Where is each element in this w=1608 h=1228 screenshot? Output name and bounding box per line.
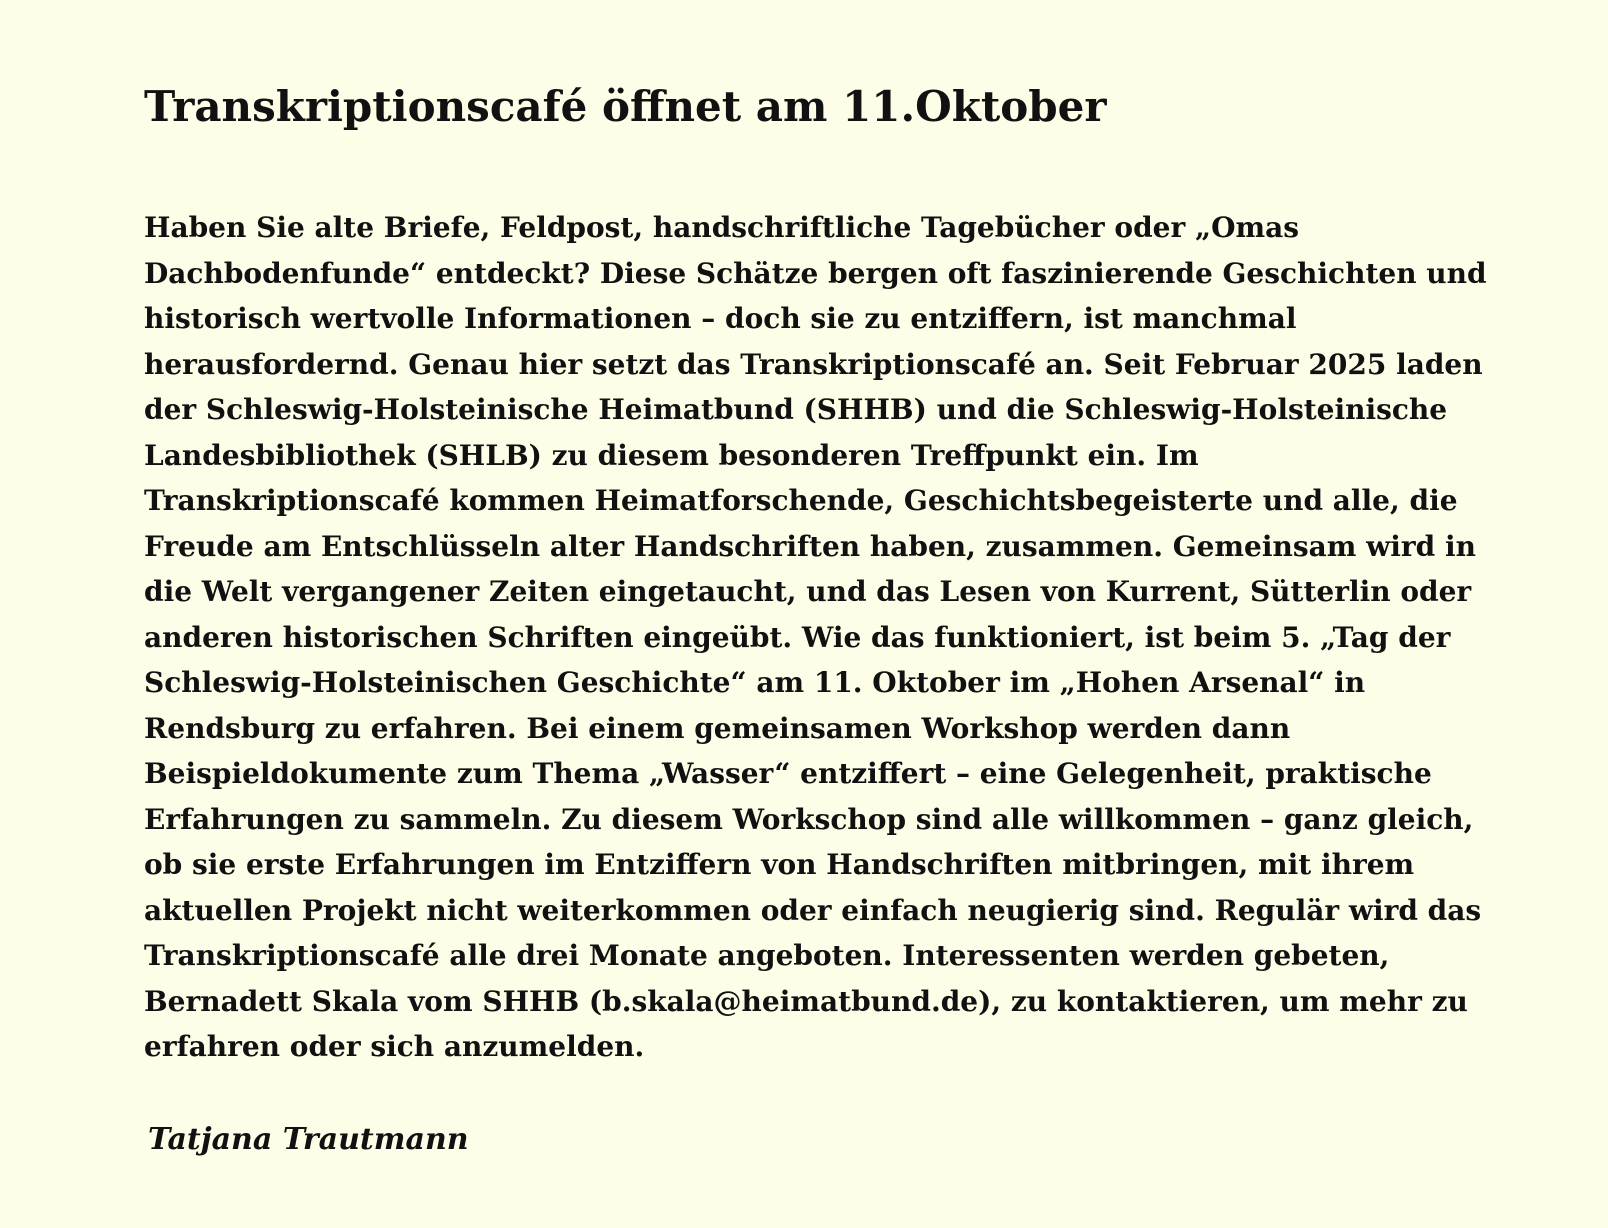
body-line: Rendsburg zu erfahren. Bei einem gemeinsamen Workshop werden dann	[144, 711, 1291, 745]
body-line: Transkriptionscafé alle drei Monate angeboten. Interessenten werden gebeten,	[144, 939, 1390, 972]
body-line: Dachbodenfunde“ entdeckt? Diese Schätze bergen oft faszinierende Geschichten und	[144, 256, 1487, 290]
body-line: Landesbibliothek (SHLB) zu diesem besonderen Treffpunkt ein. Im	[144, 438, 1199, 472]
body-line: Haben Sie alte Briefe, Feldpost, handschriftliche Tagebücher oder „Omas	[144, 211, 1299, 244]
body-line: herausfordernd. Genau hier setzt das Transkriptionscafé an. Seit Februar 2025 laden	[144, 347, 1483, 381]
body-line: aktuellen Projekt nicht weiterkommen oder einfach neugierig sind. Regulär wird das	[144, 893, 1482, 927]
body-line: der Schleswig-Holsteinische Heimatbund (SHHB) und die Schleswig-Holsteinische	[144, 393, 1448, 426]
article-title: Transkriptionscafé öffnet am 11.Oktober	[144, 82, 1107, 131]
body-line: historisch wertvolle Informationen – doch sie zu entziffern, ist manchmal	[144, 302, 1297, 335]
body-line: erfahren oder sich anzumelden.	[144, 1030, 645, 1063]
author-signature: Tatjana Trautmann	[148, 1122, 469, 1157]
body-line: die Welt vergangener Zeiten eingetaucht, und das Lesen von Kurrent, Sütterlin oder	[144, 575, 1472, 608]
body-line: Erfahrungen zu sammeln. Zu diesem Workschop sind alle willkommen – ganz gleich,	[144, 802, 1474, 836]
body-line: Transkriptionscafé kommen Heimatforschende, Geschichtsbegeisterte und alle, die	[144, 484, 1458, 517]
body-line: ob sie erste Erfahrungen im Entziffern von Handschriften mitbringen, mit ihrem	[144, 848, 1415, 881]
body-line: Beispieldokumente zum Thema „Wasser“ entziffert – eine Gelegenheit, praktische	[144, 757, 1432, 790]
body-line: Schleswig-Holsteinischen Geschichte“ am 11. Oktober im „Hohen Arsenal“ in	[144, 666, 1366, 699]
body-line: Freude am Entschlüsseln alter Handschriften haben, zusammen. Gemeinsam wird in	[144, 529, 1476, 563]
article-body	[144, 205, 1487, 1070]
body-line: Bernadett Skala vom SHHB (b.skala@heimatbund.de), zu kontaktieren, um mehr zu	[144, 984, 1468, 1018]
body-line: anderen historischen Schriften eingeübt. Wie das funktioniert, ist beim 5. „Tag der	[144, 620, 1451, 654]
